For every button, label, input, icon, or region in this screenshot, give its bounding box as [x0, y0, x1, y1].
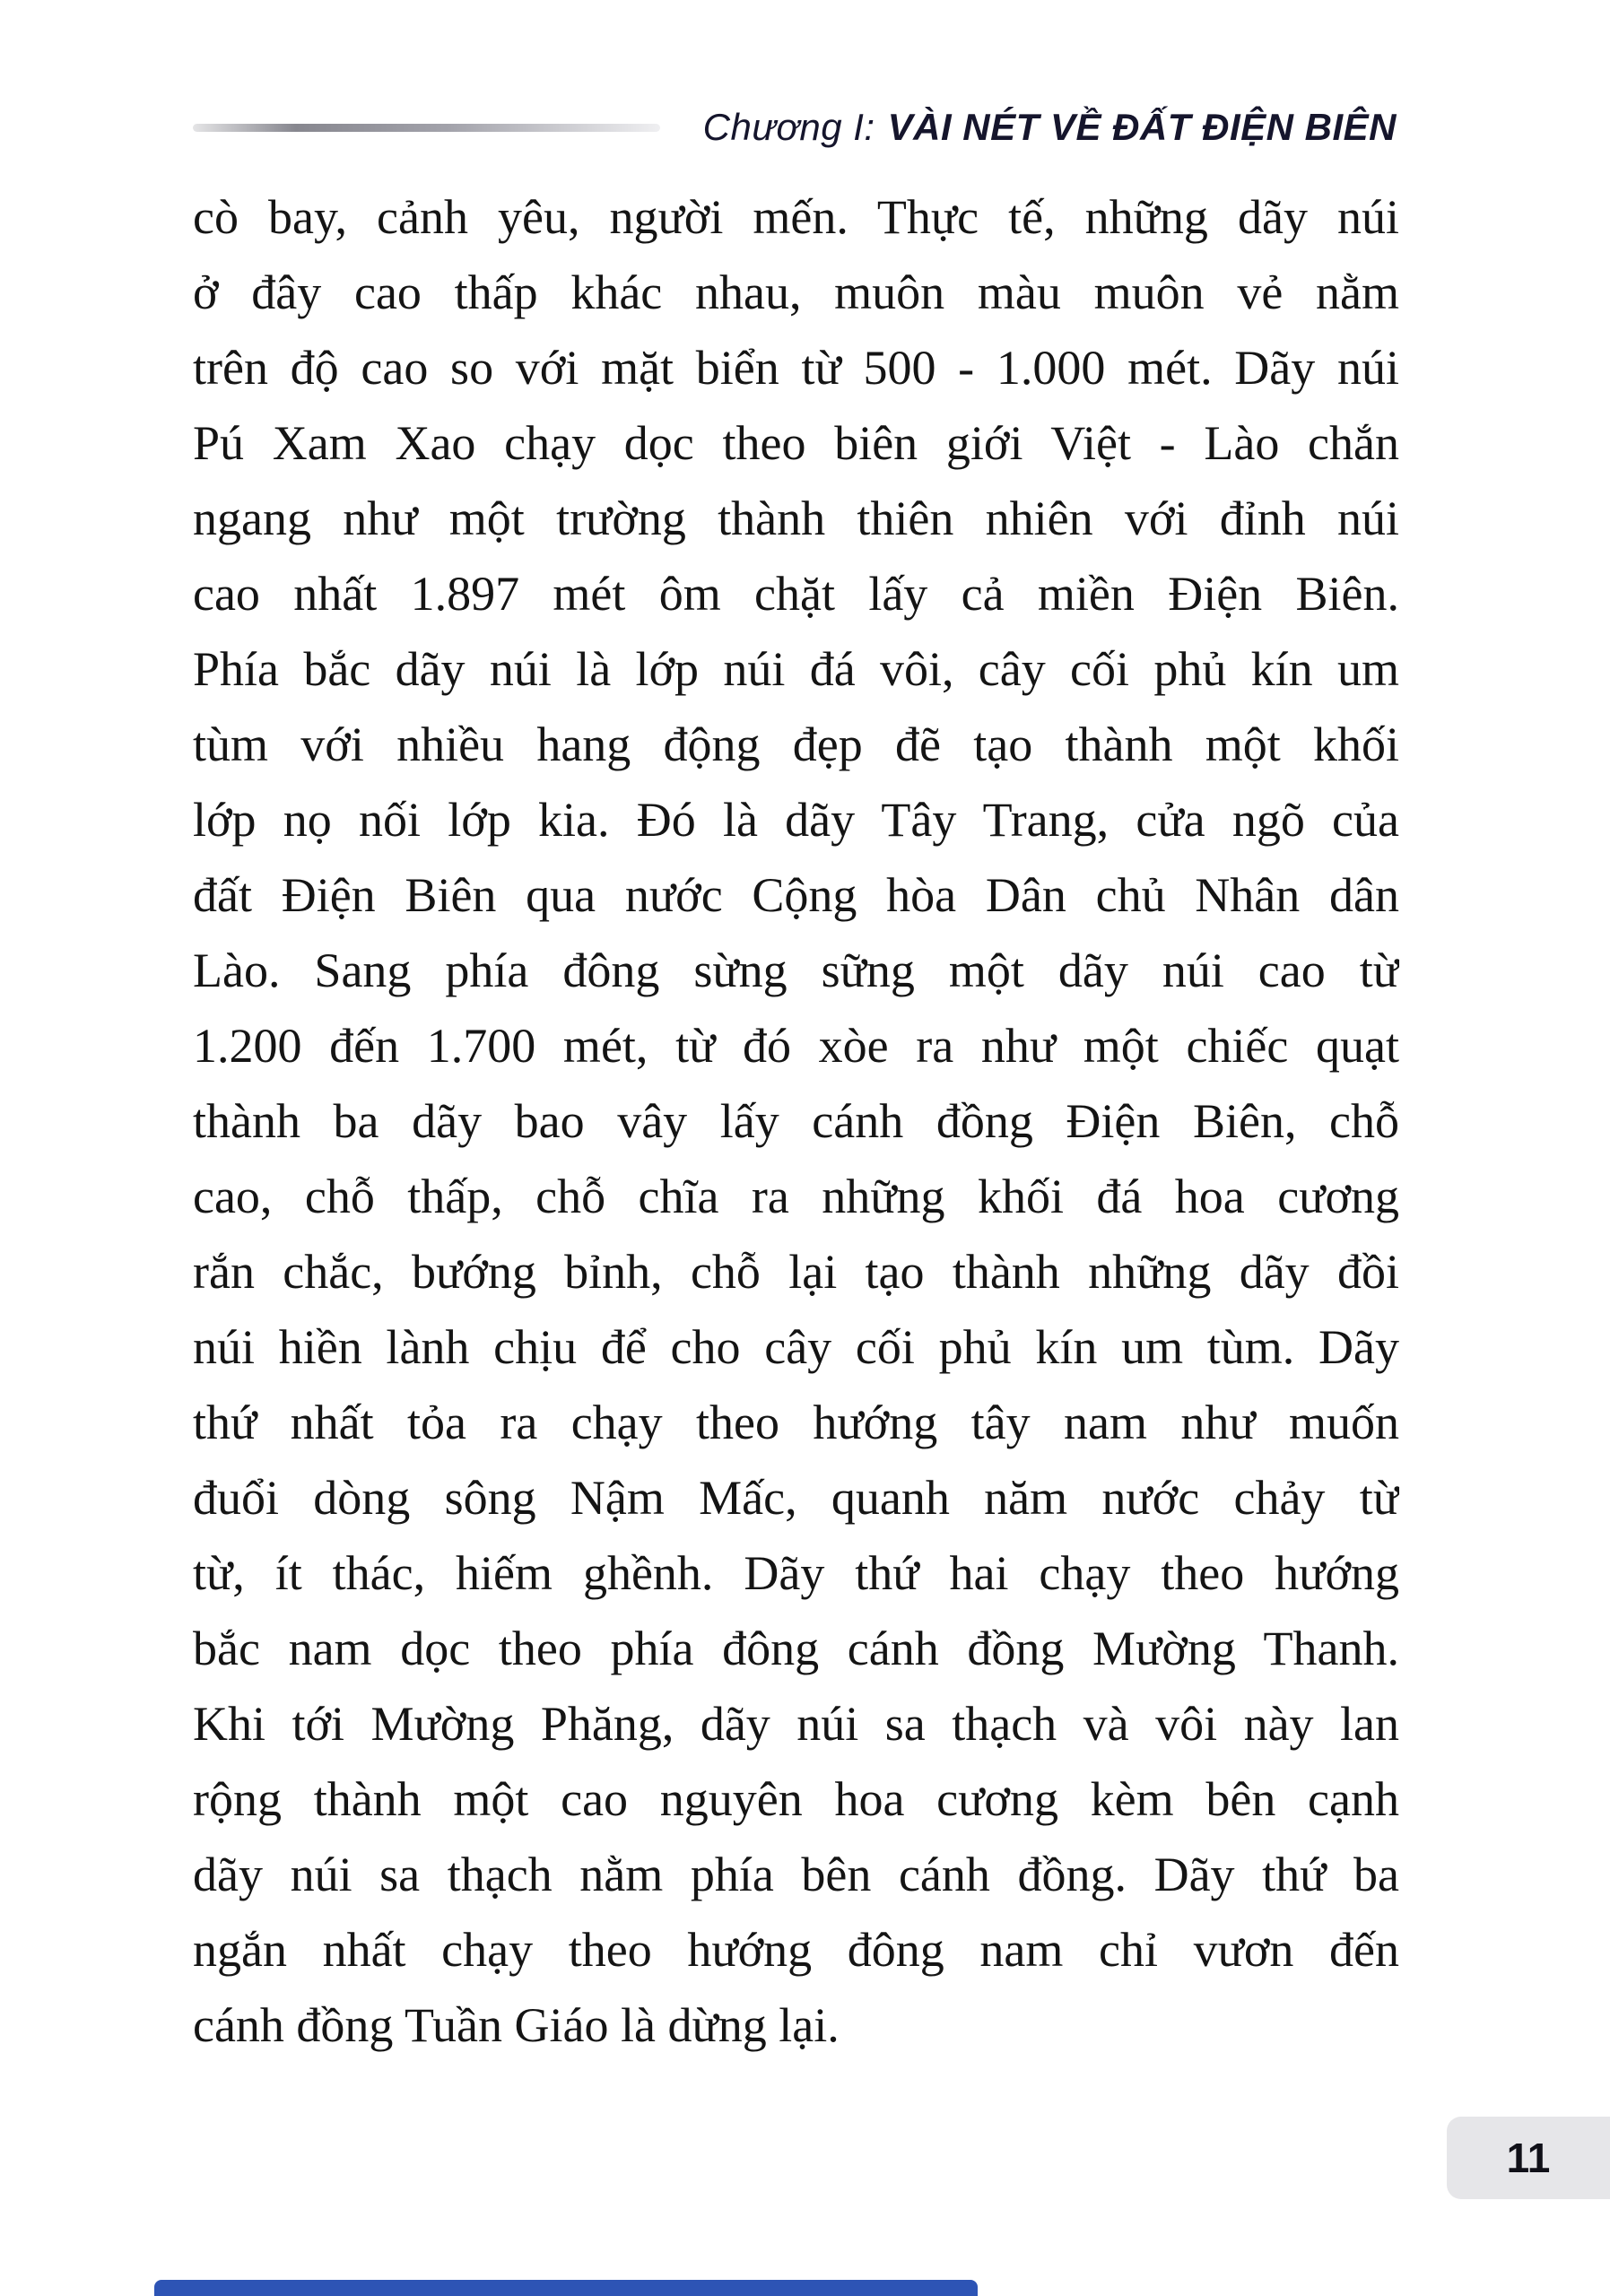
chapter-title: VÀI NÉT VỀ ĐẤT ĐIỆN BIÊN	[887, 106, 1397, 148]
page-number-tab	[1447, 2117, 1610, 2199]
text-line: ngắn nhất chạy theo hướng đông nam chỉ vươn đến	[193, 1923, 1399, 1977]
text-line: rộng thành một cao nguyên hoa cương kèm bên cạnh	[193, 1772, 1399, 1826]
text-line: cao, chỗ thấp, chỗ chĩa ra những khối đá hoa cương	[193, 1170, 1399, 1223]
text-line: ngang như một trường thành thiên nhiên với đỉnh núi	[193, 491, 1399, 545]
text-line: cao nhất 1.897 mét ôm chặt lấy cả miền Điện Biên.	[193, 567, 1399, 621]
text-line: 1.200 đến 1.700 mét, từ đó xòe ra như một chiếc quạt	[193, 1019, 1399, 1073]
chapter-prefix: Chương I:	[702, 106, 875, 148]
text-line: thành ba dãy bao vây lấy cánh đồng Điện Biên, chỗ	[193, 1094, 1399, 1148]
text-line: Pú Xam Xao chạy dọc theo biên giới Việt - Lào chắn	[193, 416, 1399, 470]
text-line: Lào. Sang phía đông sừng sững một dãy núi cao từ	[193, 944, 1399, 997]
text-line: lớp nọ nối lớp kia. Đó là dãy Tây Trang, cửa ngõ của	[193, 793, 1399, 847]
text-line: ở đây cao thấp khác nhau, muôn màu muôn vẻ nằm	[193, 265, 1399, 319]
body-text	[193, 179, 1399, 2063]
text-line: từ, ít thác, hiếm ghềnh. Dãy thứ hai chạy theo hướng	[193, 1546, 1399, 1600]
page-number: 11	[1506, 2135, 1551, 2181]
text-line: trên độ cao so với mặt biển từ 500 - 1.000 mét. Dãy núi	[193, 341, 1399, 395]
chapter-header	[193, 106, 1397, 149]
text-line: tùm với nhiều hang động đẹp đẽ tạo thành một khối	[193, 718, 1399, 771]
text-line: Khi tới Mường Phăng, dãy núi sa thạch và vôi này lan	[193, 1697, 1399, 1751]
text-line: đuổi dòng sông Nậm Mấc, quanh năm nước chảy từ	[193, 1471, 1399, 1525]
text-line: thứ nhất tỏa ra chạy theo hướng tây nam như muốn	[193, 1396, 1399, 1449]
bottom-blue-bar	[154, 2280, 978, 2296]
text-line: cò bay, cảnh yêu, người mến. Thực tế, những dãy núi	[193, 190, 1399, 244]
chapter-heading-text	[703, 106, 1397, 149]
text-line: đất Điện Biên qua nước Cộng hòa Dân chủ Nhân dân	[193, 868, 1399, 922]
text-line: bắc nam dọc theo phía đông cánh đồng Mường Thanh.	[193, 1622, 1399, 1675]
text-line: núi hiền lành chịu để cho cây cối phủ kín um tùm. Dãy	[193, 1320, 1399, 1374]
text-line: dãy núi sa thạch nằm phía bên cánh đồng. Dãy thứ ba	[193, 1848, 1399, 1901]
text-line: Phía bắc dãy núi là lớp núi đá vôi, cây cối phủ kín um	[193, 642, 1399, 696]
header-rule-line	[193, 124, 660, 132]
text-line: rắn chắc, bướng bỉnh, chỗ lại tạo thành những dãy đồi	[193, 1245, 1399, 1299]
text-line: cánh đồng Tuần Giáo là dừng lại.	[193, 1998, 840, 2052]
